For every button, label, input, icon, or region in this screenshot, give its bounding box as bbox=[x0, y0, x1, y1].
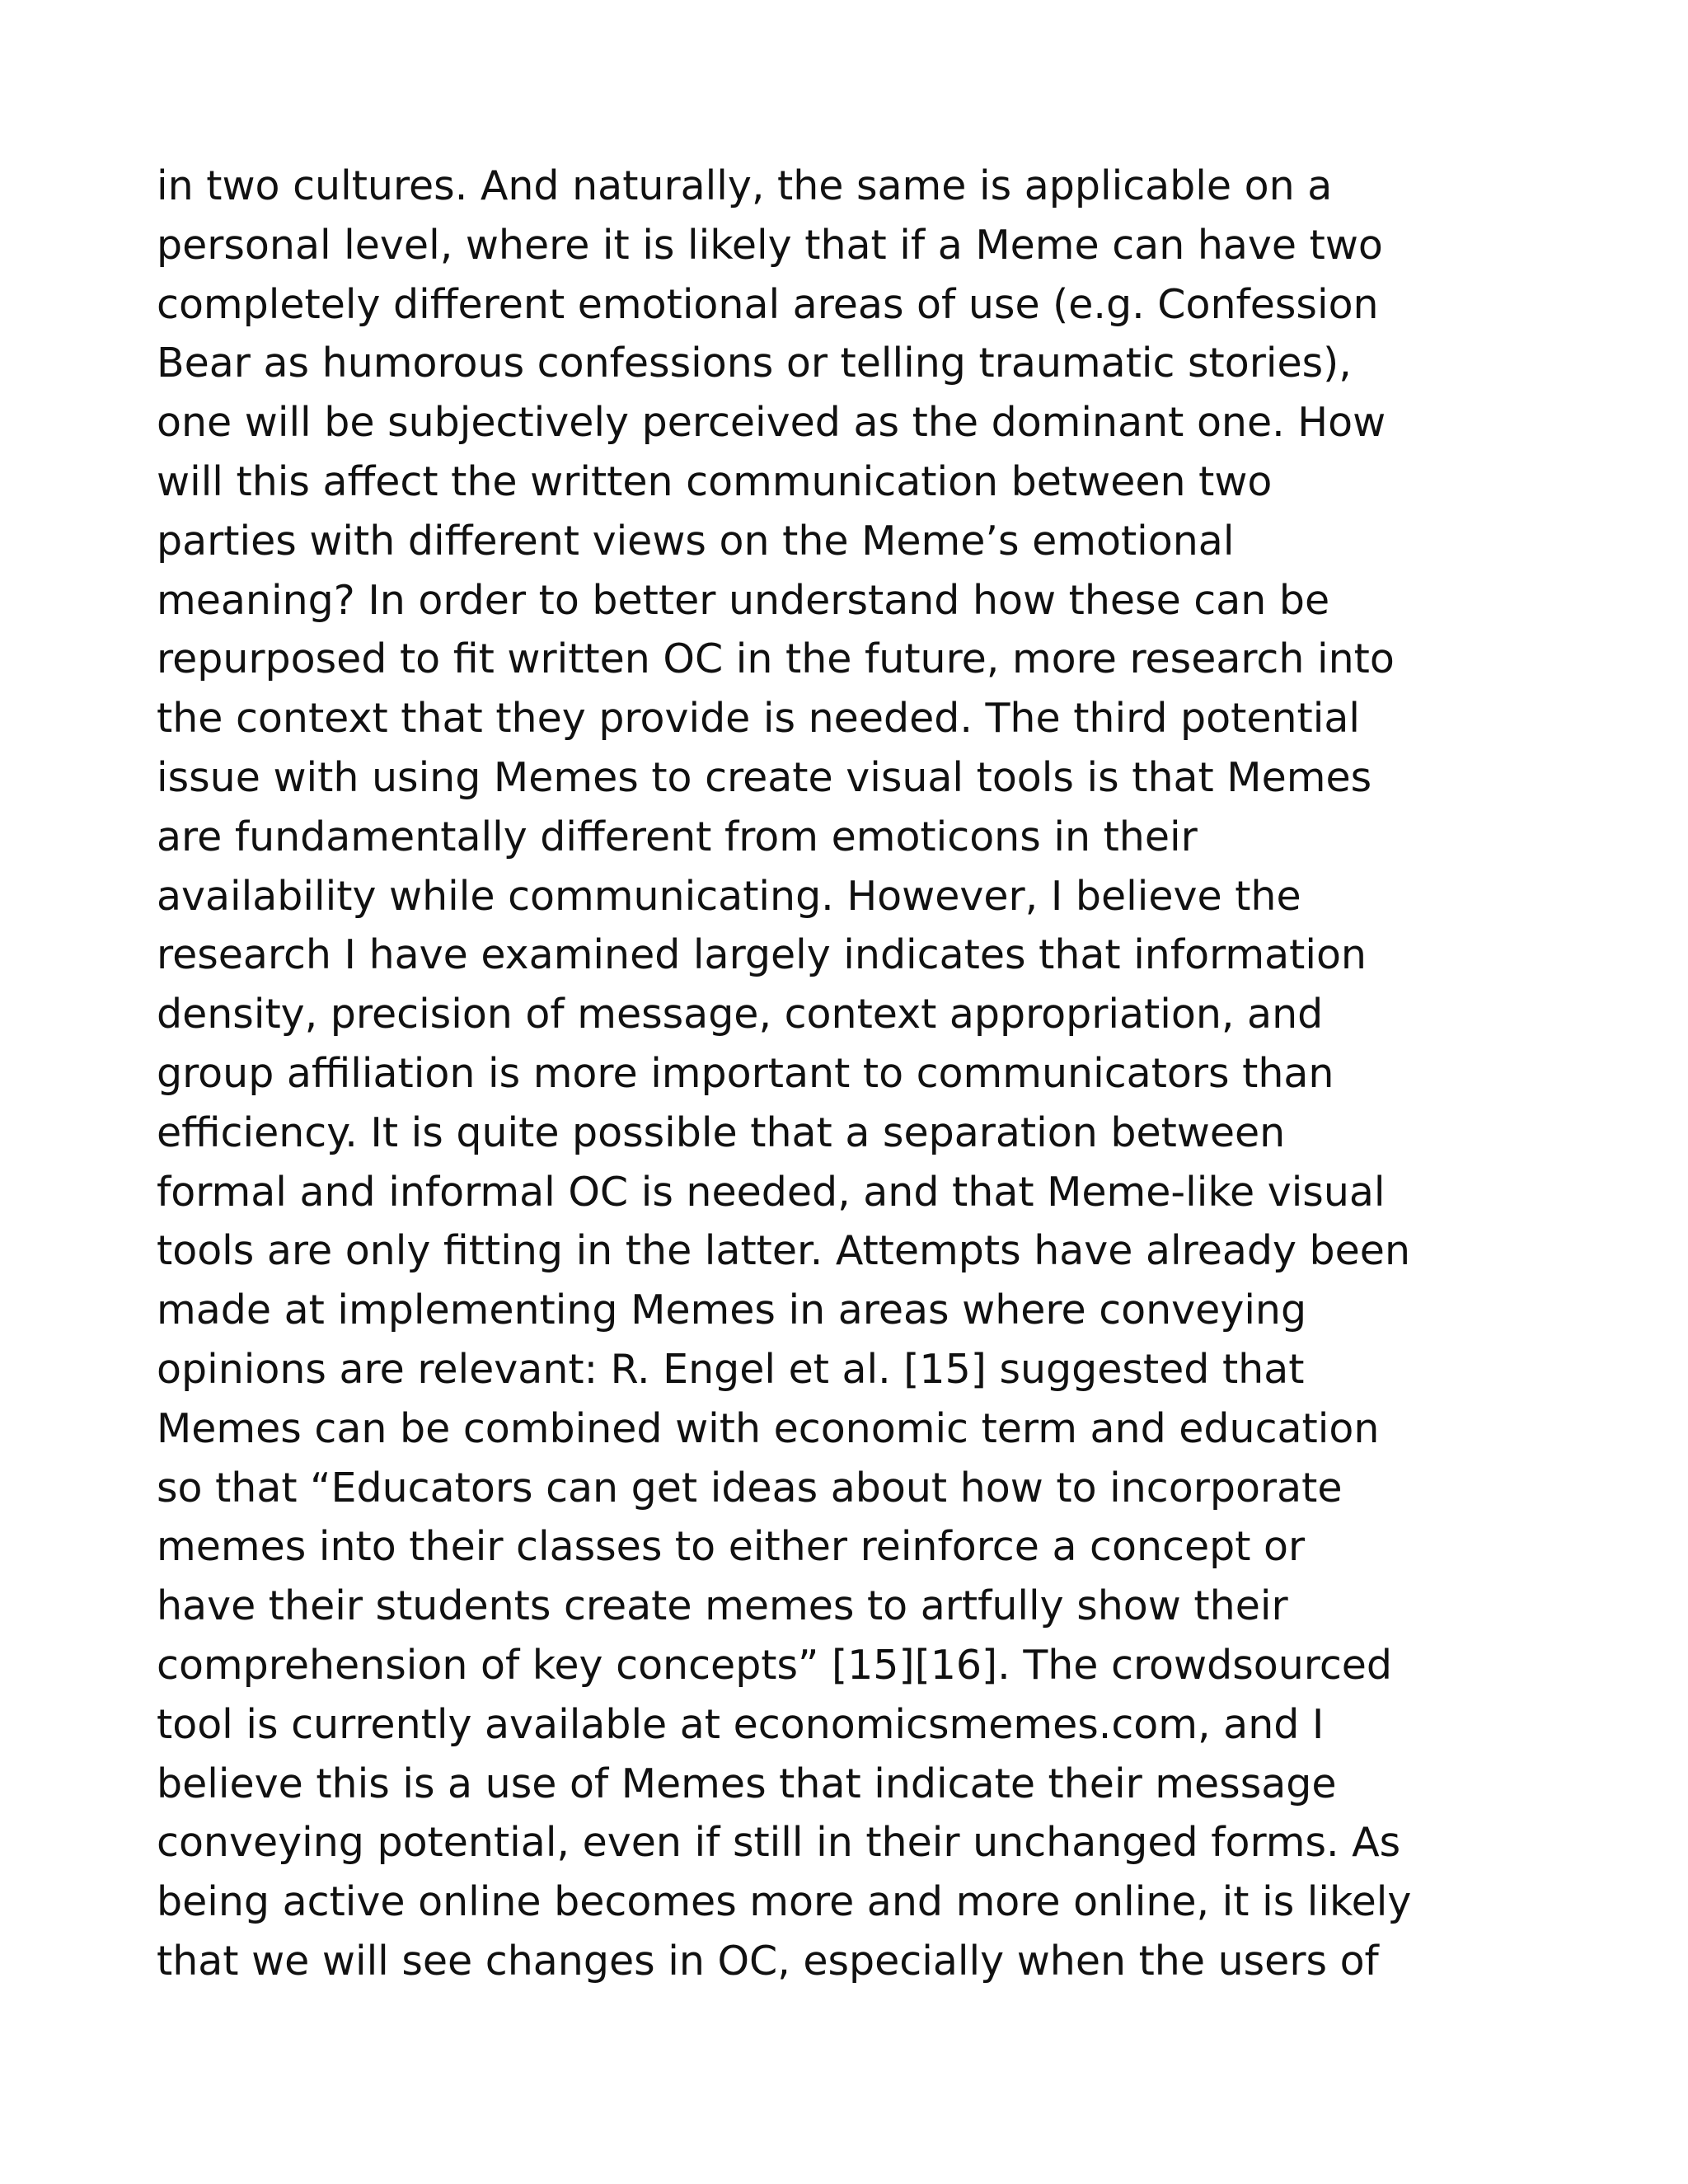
text-line: opinions are relevant: R. Engel et al. [15] suggested that bbox=[157, 1345, 1305, 1393]
text-line: repurposed to fit written OC in the future, more research into bbox=[157, 635, 1395, 683]
text-line: are fundamentally different from emoticons in their bbox=[157, 813, 1198, 860]
text-line: completely different emotional areas of use (e.g. Confession bbox=[157, 280, 1379, 328]
text-line: density, precision of message, context appropriation, and bbox=[157, 991, 1324, 1038]
text-line: group affiliation is more important to communicators than bbox=[157, 1049, 1334, 1097]
text-line: meaning? In order to better understand how these can be bbox=[157, 576, 1330, 624]
text-line: comprehension of key concepts” [15][16]. The crowdsourced bbox=[157, 1641, 1393, 1689]
text-line: Bear as humorous confessions or telling traumatic stories), bbox=[157, 340, 1352, 387]
text-line: research I have examined largely indicates that information bbox=[157, 931, 1367, 979]
text-line: parties with different views on the Meme’s emotional bbox=[157, 517, 1235, 565]
text-line: so that “Educators can get ideas about how to incorporate bbox=[157, 1464, 1343, 1511]
text-line: being active online becomes more and more online, it is likely bbox=[157, 1878, 1412, 1926]
text-line: formal and informal OC is needed, and that Meme-like visual bbox=[157, 1168, 1386, 1216]
text-line: Memes can be combined with economic term and education bbox=[157, 1404, 1380, 1452]
text-line: that we will see changes in OC, especially when the users of bbox=[157, 1937, 1379, 1985]
text-line: one will be subjectively perceived as the dominant one. How bbox=[157, 399, 1386, 447]
text-line: tools are only fitting in the latter. Attempts have already been bbox=[157, 1227, 1411, 1275]
text-line: the context that they provide is needed. The third potential bbox=[157, 695, 1360, 743]
text-line: conveying potential, even if still in their unchanged forms. As bbox=[157, 1819, 1401, 1867]
text-line: believe this is a use of Memes that indicate their message bbox=[157, 1760, 1337, 1807]
text-line: will this affect the written communication between two bbox=[157, 457, 1273, 505]
text-line: memes into their classes to either reinforce a concept or bbox=[157, 1523, 1306, 1571]
text-line: tool is currently available at economicsmemes.com, and I bbox=[157, 1700, 1325, 1748]
text-line: efficiency. It is quite possible that a separation between bbox=[157, 1108, 1286, 1156]
body-paragraph bbox=[157, 157, 1558, 1991]
text-line: availability while communicating. However, I believe the bbox=[157, 872, 1301, 920]
text-line: issue with using Memes to create visual tools is that Memes bbox=[157, 753, 1372, 801]
text-line: in two cultures. And naturally, the same is applicable on a bbox=[157, 162, 1333, 209]
text-line: personal level, where it is likely that if a Meme can have two bbox=[157, 221, 1383, 269]
text-line: have their students create memes to artfully show their bbox=[157, 1582, 1288, 1630]
text-line: made at implementing Memes in areas where conveying bbox=[157, 1286, 1307, 1334]
